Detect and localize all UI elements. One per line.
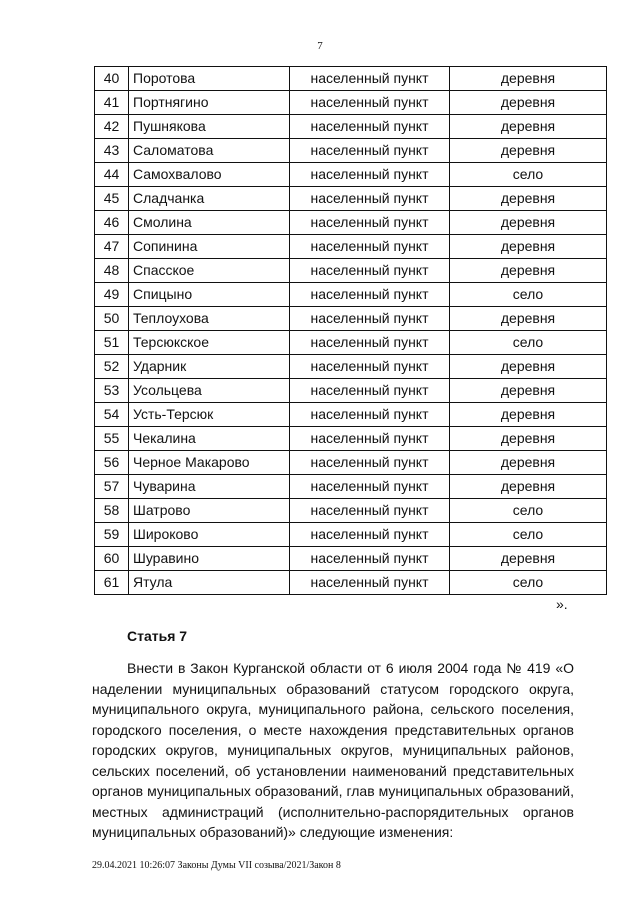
settlement-type: деревня (450, 475, 607, 499)
settlement-type: село (450, 331, 607, 355)
settlement-category: населенный пункт (290, 475, 450, 499)
settlement-category: населенный пункт (290, 283, 450, 307)
row-number: 55 (95, 427, 129, 451)
page-number: 7 (317, 40, 323, 52)
row-number: 59 (95, 523, 129, 547)
settlement-name: Шуравино (129, 547, 290, 571)
settlement-type: деревня (450, 115, 607, 139)
settlement-name: Сладчанка (129, 187, 290, 211)
settlement-type: деревня (450, 187, 607, 211)
settlement-name: Ятула (129, 571, 290, 595)
row-number: 44 (95, 163, 129, 187)
settlement-name: Саломатова (129, 139, 290, 163)
table-row (95, 403, 607, 427)
settlement-category: населенный пункт (290, 67, 450, 91)
settlement-category: населенный пункт (290, 547, 450, 571)
row-number: 50 (95, 307, 129, 331)
settlement-type: деревня (450, 355, 607, 379)
settlement-name: Спицыно (129, 283, 290, 307)
row-number: 53 (95, 379, 129, 403)
settlement-category: населенный пункт (290, 307, 450, 331)
settlement-type: село (450, 571, 607, 595)
table-row (95, 91, 607, 115)
settlement-type: село (450, 283, 607, 307)
row-number: 54 (95, 403, 129, 427)
settlement-category: населенный пункт (290, 163, 450, 187)
settlement-name: Чуварина (129, 475, 290, 499)
settlement-type: деревня (450, 547, 607, 571)
settlement-name: Широково (129, 523, 290, 547)
row-number: 47 (95, 235, 129, 259)
row-number: 40 (95, 67, 129, 91)
settlement-category: населенный пункт (290, 451, 450, 475)
settlements-table (94, 66, 607, 595)
row-number: 49 (95, 283, 129, 307)
settlement-name: Поротова (129, 67, 290, 91)
row-number: 51 (95, 331, 129, 355)
table-row (95, 379, 607, 403)
settlement-name: Чекалина (129, 427, 290, 451)
row-number: 58 (95, 499, 129, 523)
settlement-name: Теплоухова (129, 307, 290, 331)
row-number: 57 (95, 475, 129, 499)
settlement-type: деревня (450, 379, 607, 403)
row-number: 41 (95, 91, 129, 115)
table-row (95, 499, 607, 523)
settlement-type: деревня (450, 139, 607, 163)
settlement-type: деревня (450, 235, 607, 259)
table-row (95, 187, 607, 211)
settlement-name: Ударник (129, 355, 290, 379)
row-number: 42 (95, 115, 129, 139)
settlement-name: Спасское (129, 259, 290, 283)
settlement-category: населенный пункт (290, 403, 450, 427)
settlement-category: населенный пункт (290, 523, 450, 547)
row-number: 60 (95, 547, 129, 571)
row-number: 61 (95, 571, 129, 595)
table-row (95, 115, 607, 139)
row-number: 48 (95, 259, 129, 283)
row-number: 45 (95, 187, 129, 211)
settlement-type: деревня (450, 451, 607, 475)
table-row (95, 355, 607, 379)
table-row (95, 67, 607, 91)
settlement-type: село (450, 499, 607, 523)
settlement-type: деревня (450, 67, 607, 91)
closing-quote: ». (556, 596, 568, 612)
table-row (95, 547, 607, 571)
table-row (95, 475, 607, 499)
settlement-category: населенный пункт (290, 499, 450, 523)
settlement-category: населенный пункт (290, 115, 450, 139)
table-row (95, 523, 607, 547)
settlement-name: Пушнякова (129, 115, 290, 139)
settlement-name: Портнягино (129, 91, 290, 115)
settlements-table-body (95, 67, 607, 595)
table-row (95, 235, 607, 259)
settlement-category: населенный пункт (290, 139, 450, 163)
settlement-name: Черное Макарово (129, 451, 290, 475)
settlement-name: Шатрово (129, 499, 290, 523)
settlement-category: населенный пункт (290, 91, 450, 115)
settlement-type: село (450, 523, 607, 547)
document-footer: 29.04.2021 10:26:07 Законы Думы VII созыва/2021/Закон 8 (92, 860, 341, 871)
settlement-name: Сопинина (129, 235, 290, 259)
settlement-name: Усольцева (129, 379, 290, 403)
row-number: 52 (95, 355, 129, 379)
settlement-name: Усть-Терсюк (129, 403, 290, 427)
settlement-type: деревня (450, 259, 607, 283)
table-row (95, 163, 607, 187)
settlement-type: деревня (450, 403, 607, 427)
settlement-type: село (450, 163, 607, 187)
settlement-category: населенный пункт (290, 379, 450, 403)
settlement-type: деревня (450, 91, 607, 115)
table-row (95, 259, 607, 283)
settlement-category: населенный пункт (290, 259, 450, 283)
settlement-type: деревня (450, 211, 607, 235)
article-body: Внести в Закон Курганской области от 6 июля 2004 года № 419 «О наделении муниципальных образований статусом городского округа, муниципального округа, муниципального района, сельского поселения, городского поселения, о месте нахождения представительных органов городских округов, муниципальных округов, муниципальных районов, сельских поселений, об установлении наименований представительных органов муниципальных образований, глав муниципальных образований, местных администраций (исполнительно-распорядительных органов муниципальных образований)» следующие изменения: (92, 660, 574, 840)
settlement-type: деревня (450, 307, 607, 331)
settlement-name: Смолина (129, 211, 290, 235)
settlement-name: Самохвалово (129, 163, 290, 187)
table-row (95, 427, 607, 451)
settlement-category: населенный пункт (290, 427, 450, 451)
settlement-category: населенный пункт (290, 355, 450, 379)
settlement-category: населенный пункт (290, 187, 450, 211)
row-number: 56 (95, 451, 129, 475)
settlement-category: населенный пункт (290, 571, 450, 595)
settlement-type: деревня (450, 427, 607, 451)
table-row (95, 331, 607, 355)
settlement-category: населенный пункт (290, 331, 450, 355)
table-row (95, 283, 607, 307)
table-row (95, 211, 607, 235)
table-row (95, 139, 607, 163)
row-number: 46 (95, 211, 129, 235)
article-heading: Статья 7 (127, 628, 188, 644)
row-number: 43 (95, 139, 129, 163)
table-row (95, 307, 607, 331)
table-row (95, 571, 607, 595)
settlement-category: населенный пункт (290, 211, 450, 235)
settlement-name: Терсюкское (129, 331, 290, 355)
settlement-category: населенный пункт (290, 235, 450, 259)
table-row (95, 451, 607, 475)
